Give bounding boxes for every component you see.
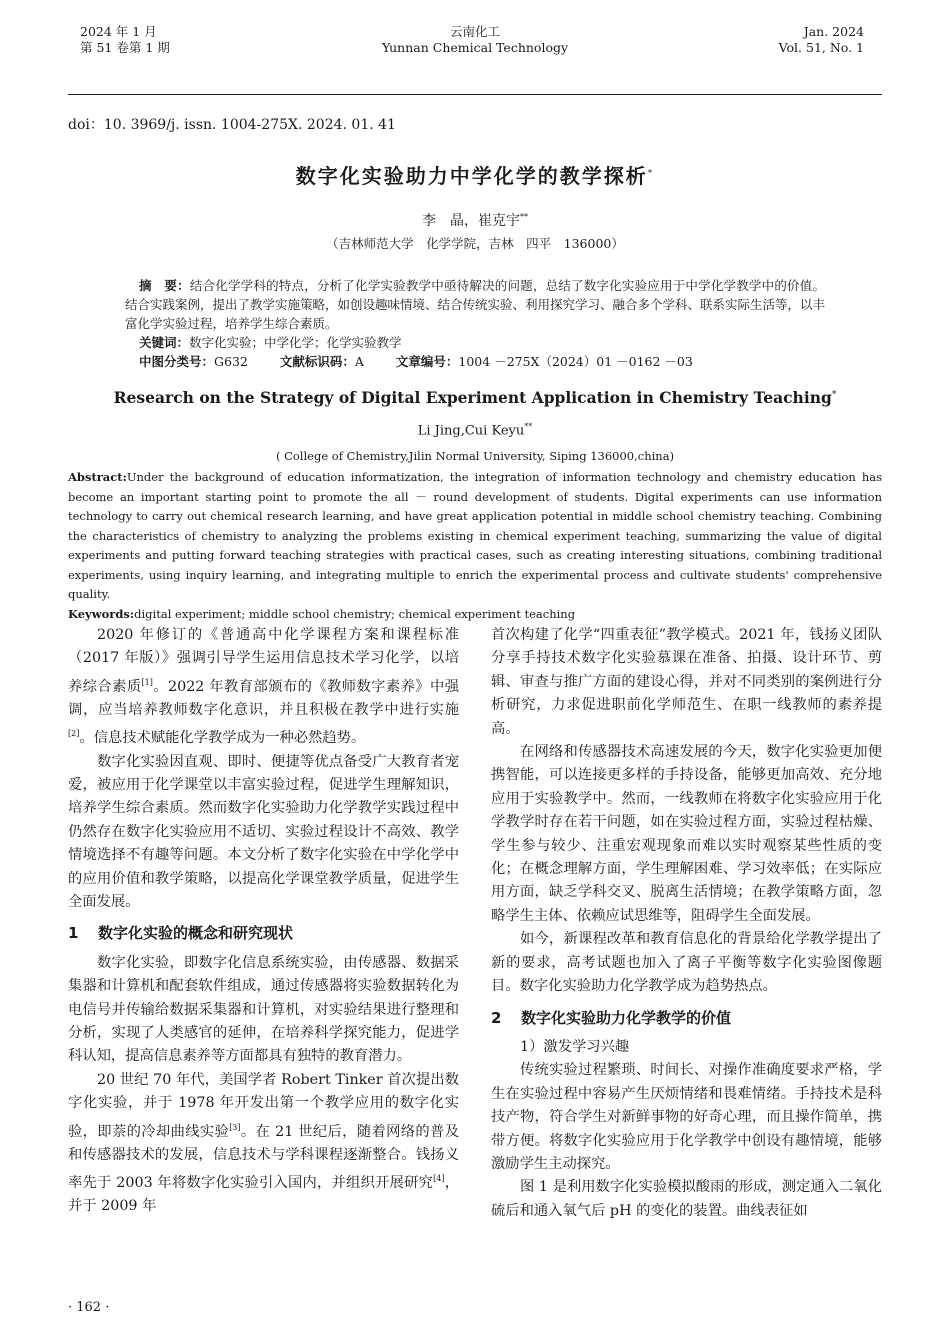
english-abstract-text: Under the background of education informatization, the integration of information technology and chemistry education has become an important starting point to promote the all － round development of students. Digital experiments can use information technology to carry out chemical research learning, and have great application potential in middle school chemistry teaching. Combining the characteristics of chemistry to analyzing the problems existing in chemical experiment teaching, summarizing the value of digital experiments and putting forward teaching strategies with practical cases, such as creating interesting situations, combining traditional experiments, using inquiry learning, and integrating multiple to enrich the experimental process and cultivate students' comprehensive quality. xyxy=(68,470,882,601)
authors xyxy=(0,210,950,230)
abstract-cn xyxy=(125,276,825,352)
paragraph: 数字化实验，即数字化信息系统实验，由传感器、数据采集器和计算机和配套软件组成，通过传感器将实验数据转化为电信号并传输给数据采集器和计算机，对实验结果进行整理和分析，实现了人类感官的延伸，在培养科学探究能力，促进学科认知，提高信息素养等方面都具有独特的教育潜力。 xyxy=(68,954,459,1065)
english-abstract xyxy=(68,468,882,624)
paper-title xyxy=(0,160,950,189)
section-number: 2 xyxy=(491,1008,502,1027)
clc-number: 中图分类号：G632 xyxy=(139,354,248,369)
english-title-text: Research on the Strategy of Digital Experiment Application in Chemistry Teaching xyxy=(113,388,832,407)
english-authors xyxy=(0,422,950,438)
english-title xyxy=(0,388,950,407)
title-text: 数字化实验助力中学化学的教学探析 xyxy=(295,164,648,188)
english-keywords-text: digital experiment; middle school chemistry; chemical experiment teaching xyxy=(134,606,576,621)
author-names: 李 晶，崔克宇 xyxy=(422,213,520,229)
article-number: 文章编号：1004 －275X（2024）01 －0162 －03 xyxy=(395,354,693,369)
english-abstract-body xyxy=(68,468,882,605)
english-keywords xyxy=(68,605,882,625)
classification-meta xyxy=(139,352,721,370)
section-heading-1 xyxy=(68,922,459,945)
english-keywords-label: Keywords: xyxy=(68,606,135,621)
keywords-cn xyxy=(125,333,825,352)
section-title: 数字化实验助力化学教学的价值 xyxy=(521,1008,732,1027)
subsection-heading: 1）激发学习兴趣 xyxy=(520,1038,630,1055)
paragraph: 在网络和传感器技术高速发展的今天，数字化实验更加便携智能，可以连接更多样的手持设备，能够更加高效、充分地应用于实验教学中。然而，一线教师在将数字化实验应用于化学教学时存在若干问题，如在实验过程方面，实验过程枯燥、学生参与较少、注重宏观现象而难以实时观察某些性质的变化；在概念理解方面，学生理解困难、学习效率低；在实际应用方面，缺乏学科交叉、脱离生活情境；在教学策略方面，忽略学生主体、依赖应试思维等，阻碍学生全面发展。 xyxy=(491,744,882,924)
header-rule xyxy=(68,94,882,95)
author-footnote-mark: ** xyxy=(520,212,528,222)
keywords-cn-label: 关键词： xyxy=(139,335,190,350)
section-heading-2 xyxy=(491,1007,882,1030)
paragraph: 20 世纪 70 年代，美国学者 Robert Tinker 首次提出数字化实验，并于 1978 年开发出第一个教学应用的数字化实验，即萘的冷却曲线实验[3]。在 21 世纪后，随着网络的普及和传感器技术的发展，信息技术与学科课程逐渐整合。钱扬义率先于 2003 年将数字化实验引入国内，并组织开展研究[4]，并于 2009 年 xyxy=(68,1071,460,1215)
english-author-names: Li Jing,Cui Keyu xyxy=(417,423,525,439)
abstract-cn-body xyxy=(125,276,825,333)
english-author-mark: ** xyxy=(524,422,533,431)
section-title: 数字化实验的概念和研究现状 xyxy=(98,924,294,943)
english-abstract-label: Abstract: xyxy=(68,470,127,484)
citation-ref: [4] xyxy=(433,1174,445,1184)
paragraph: 如今，新课程改革和教育信息化的背景给化学教学提出了新的要求，高考试题也加入了离子平衡等数字化实验图像题目。数字化实验助力化学教学成为趋势热点。 xyxy=(491,931,882,995)
page-number: · 162 · xyxy=(68,1300,110,1315)
journal-name-cn: 云南化工 xyxy=(449,24,500,39)
title-footnote-mark: * xyxy=(647,168,655,179)
citation-ref: [1] xyxy=(141,677,153,687)
paragraph: 图 1 是利用数字化实验模拟酸雨的形成，测定通入二氧化硫后和通入氧气后 pH 的变化的装置。曲线表征如 xyxy=(491,1179,882,1219)
header-date-en: Jan. 2024 xyxy=(803,24,864,39)
citation-ref: [3] xyxy=(229,1122,241,1132)
affiliation: （吉林师范大学 化学学院，吉林 四平 136000） xyxy=(326,236,624,251)
abstract-cn-label: 摘 要： xyxy=(139,278,190,293)
english-title-mark: * xyxy=(831,389,837,400)
paragraph: 传统实验过程繁琐、时间长、对操作准确度要求严格，学生在实验过程中容易产生厌烦情绪和畏难情绪。手持技术是科技产物，符合学生对新鲜事物的好奇心理，而且操作简单，携带方便。将数字化实验应用于化学教学中创设有趣情境，能够激励学生主动探究。 xyxy=(491,1062,882,1172)
english-affiliation: ( College of Chemistry,Jilin Normal University, Siping 136000,china) xyxy=(275,449,675,463)
body-column-right xyxy=(491,624,882,1223)
header-volume: 第 51 卷第 1 期 xyxy=(80,40,170,55)
abstract-cn-text: 结合化学学科的特点，分析了化学实验教学中亟待解决的问题，总结了数字化实验应用于中学化学教学中的价值。结合实践案例，提出了教学实施策略，如创设趣味情境、结合传统实验、利用探究学习、融合多个学科、联系实际生活等，以丰富化学实验过程，培养学生综合素质。 xyxy=(125,278,826,331)
body-column-left xyxy=(68,624,459,1219)
citation-ref: [2] xyxy=(68,729,80,739)
paragraph: 2020 年修订的《普通高中化学课程方案和课程标准（2017 年版）》强调引导学生运用信息技术学习化学，以培养综合素质[1]。2022 年教育部颁布的《教师数字素养》中强调，应当培养教师数字化意识，并且积极在教学中进行实施[2]。信息技术赋能化学教学成为一种必然趋势。 xyxy=(68,627,459,747)
section-number: 1 xyxy=(68,924,79,943)
document-code: 文献标识码：A xyxy=(279,354,364,369)
paragraph: 首次构建了化学“四重表征”教学模式。2021 年，钱扬义团队分享手持技术数字化实验慕课在准备、拍摄、设计环节、剪辑、审查与推广方面的建设心得，并对不同类别的案例进行分析研究，力求促进职前化学师范生、在职一线教师的素养提高。 xyxy=(491,627,882,737)
journal-name-en: Yunnan Chemical Technology xyxy=(381,40,569,55)
header-volume-en: Vol. 51, No. 1 xyxy=(778,40,864,55)
header-date: 2024 年 1 月 xyxy=(80,24,157,39)
doi: doi：10. 3969/j. issn. 1004-275X. 2024. 01. 41 xyxy=(68,117,396,133)
header-right xyxy=(779,24,864,56)
paragraph: 数字化实验因直观、即时、便捷等优点备受广大教育者宠爱，被应用于化学课堂以丰富实验过程，促进学生理解知识，培养学生综合素质。然而数字化实验助力化学教学实践过程中仍然存在数字化实验应用不适切、实验过程设计不高效、教学情境选择不有趣等问题。本文分析了数字化实验在中学化学中的应用价值和教学策略，以提高化学课堂教学质量，促进学生全面发展。 xyxy=(68,753,459,910)
keywords-cn-text: 数字化实验；中学化学；化学实验教学 xyxy=(189,335,402,350)
